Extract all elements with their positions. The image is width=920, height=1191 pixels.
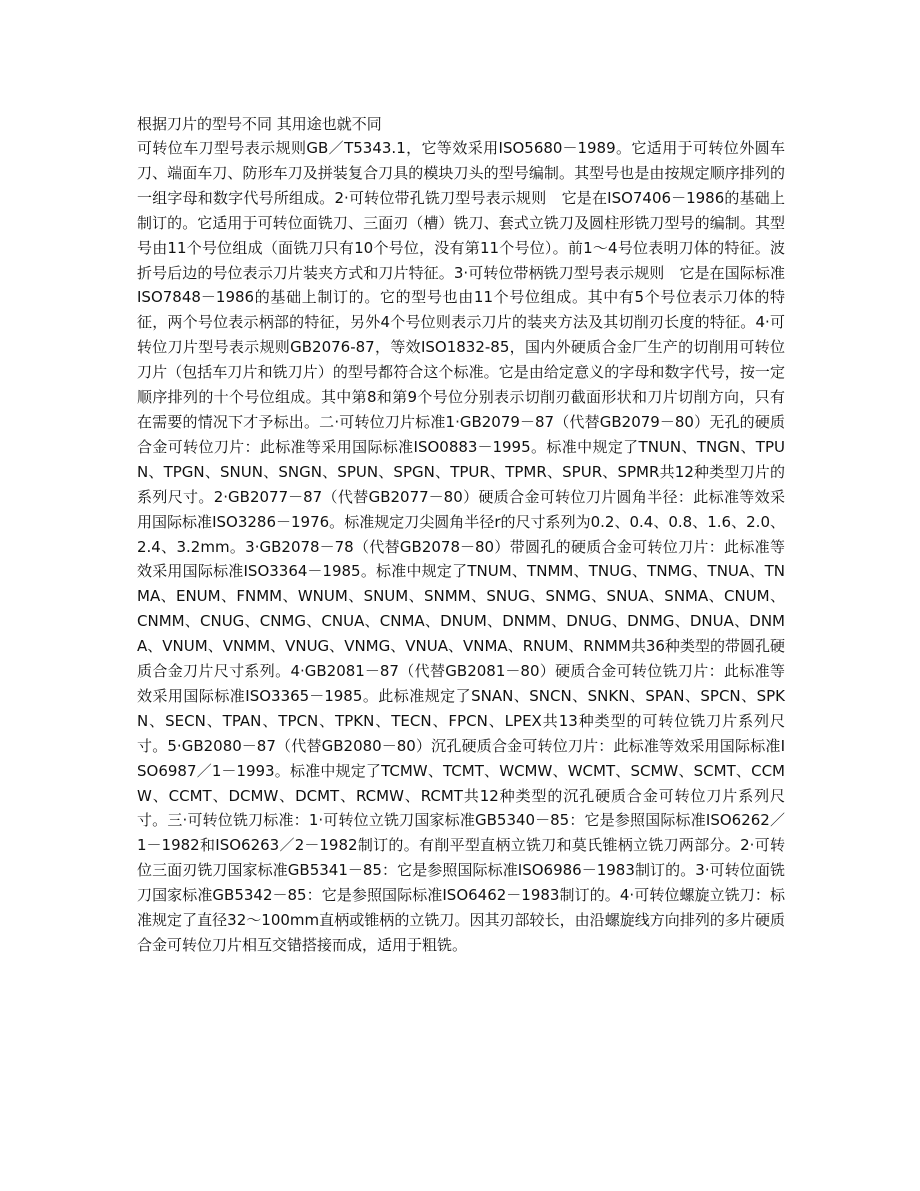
document-content [137,112,785,958]
document-body: 可转位车刀型号表示规则GB／T5343.1，它等效采用ISO5680－1989。它适用于可转位外圆车刀、端面车刀、防形车刀及拼装复合刀具的模块刀头的型号编制。其型号也是由按规定顺序排列的一组字母和数字代号所组成。2·可转位带孔铣刀型号表示规则 它是在ISO7406－1986的基础上制订的。它适用于可转位面铣刀、三面刃（槽）铣刀、套式立铣刀及圆柱形铣刀型号的编制。其型号由11个号位组成（面铣刀只有10个号位，没有第11个号位）。前1～4号位表明刀体的特征。波折号后边的号位表示刀片装夹方式和刀片特征。3·可转位带柄铣刀型号表示规则 它是在国际标准ISO7848－1986的基础上制订的。它的型号也由11个号位组成。其中有5个号位表示刀体的特征，两个号位表示柄部的特征，另外4个号位则表示刀片的装夹方法及其切削刃长度的特征。4·可转位刀片型号表示规则GB2076-87，等效ISO1832-85，国内外硬质合金厂生产的切削用可转位刀片（包括车刀片和铣刀片）的型号都符合这个标准。它是由给定意义的字母和数字代号，按一定顺序排列的十个号位组成。其中第8和第9个号位分别表示切削刃截面形状和刀片切削方向，只有在需要的情况下才予标出。二·可转位刀片标准1·GB2079－87（代替GB2079－80）无孔的硬质合金可转位刀片：此标准等采用国际标准ISO0883－1995。标准中规定了TNUN、TNGN、TPUN、TPGN、SNUN、SNGN、SPUN、SPGN、TPUR、TPMR、SPUR、SPMR共12种类型刀片的系列尺寸。2·GB2077－87（代替GB2077－80）硬质合金可转位刀片圆角半径：此标准等效采用国际标准ISO3286－1976。标准规定刀尖圆角半径r的尺寸系列为0.2、0.4、0.8、1.6、2.0、2.4、3.2mm。3·GB2078－78（代替GB2078－80）带圆孔的硬质合金可转位刀片：此标准等效采用国际标准ISO3364－1985。标准中规定了TNUM、TNMM、TNUG、TNMG、TNUA、TNMA、ENUM、FNMM、WNUM、SNUM、SNMM、SNUG、SNMG、SNUA、SNMA、CNUM、CNMM、CNUG、CNMG、CNUA、CNMA、DNUM、DNMM、DNUG、DNMG、DNUA、DNMA、VNUM、VNMM、VNUG、VNMG、VNUA、VNMA、RNUM、RNMM共36种类型的带圆孔硬质合金刀片尺寸系列。4·GB2081－87（代替GB2081－80）硬质合金可转位铣刀片：此标准等效采用国际标准ISO3365－1985。此标准规定了SNAN、SNCN、SNKN、SPAN、SPCN、SPKN、SECN、TPAN、TPCN、TPKN、TECN、FPCN、LPEX共13种类型的可转位铣刀片系列尺寸。5·GB2080－87（代替GB2080－80）沉孔硬质合金可转位刀片：此标准等效采用国际标准ISO6987／1－1993。标准中规定了TCMW、TCMT、WCMW、WCMT、SCMW、SCMT、CCMW、CCMT、DCMW、DCMT、RCMW、RCMT共12种类型的沉孔硬质合金可转位刀片系列尺寸。三·可转位铣刀标准：1·可转位立铣刀国家标准GB5340－85：它是参照国际标准ISO6262／1－1982和ISO6263／2－1982制订的。有削平型直柄立铣刀和莫氏锥柄立铣刀两部分。2·可转位三面刃铣刀国家标准GB5341－85：它是参照国际标准ISO6986－1983制订的。3·可转位面铣刀国家标准GB5342－85：它是参照国际标准ISO6462－1983制订的。4·可转位螺旋立铣刀：标准规定了直径32～100mm直柄或锥柄的立铣刀。因其刃部较长，由沿螺旋线方向排列的多片硬质合金可转位刀片相互交错搭接而成，适用于粗铣。 [137,139,785,954]
document-title: 根据刀片的型号不同 其用途也就不同 [137,115,382,133]
